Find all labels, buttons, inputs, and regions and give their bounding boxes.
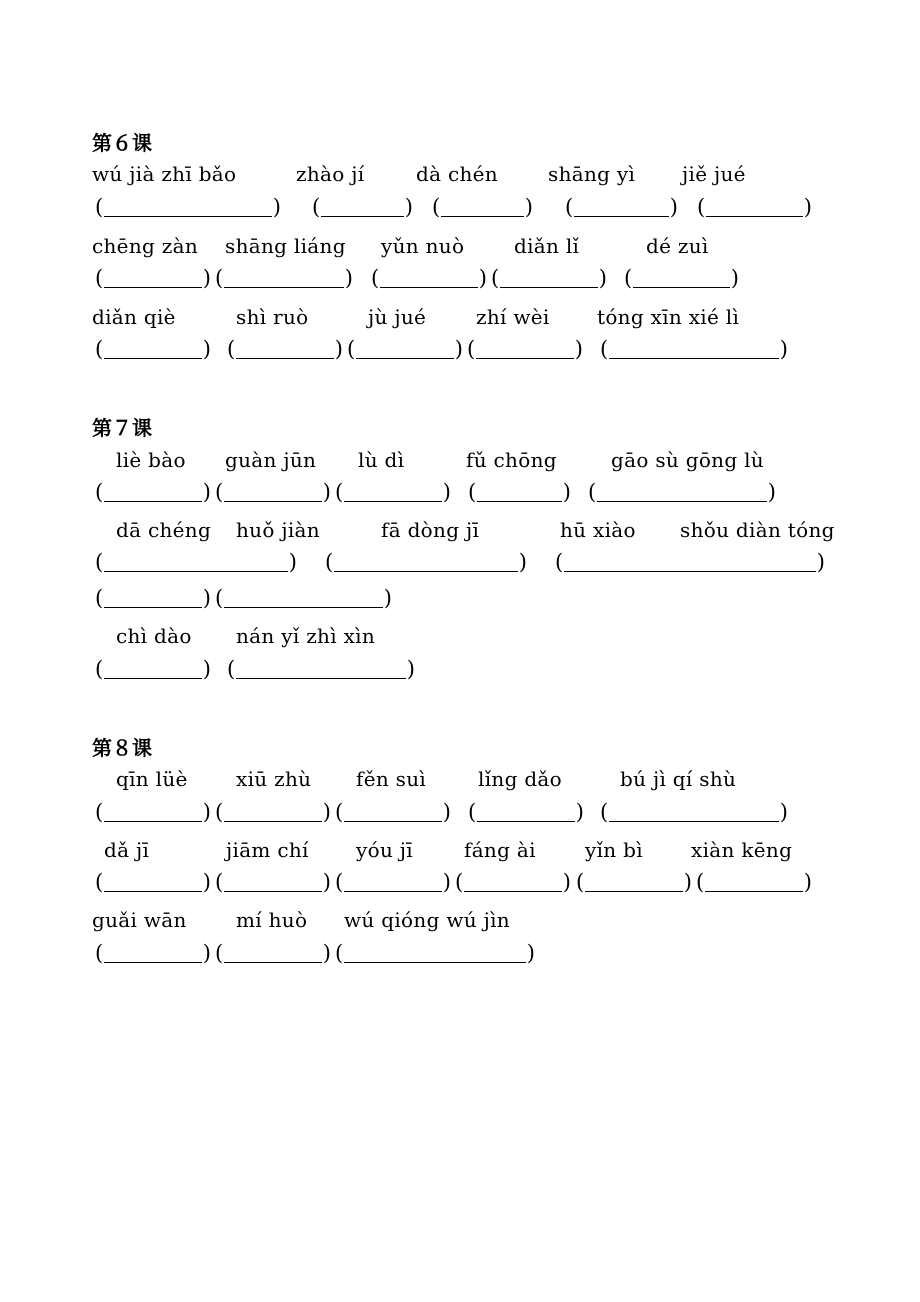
pinyin-word: fáng ài <box>464 838 536 862</box>
answer-blank[interactable]: ( ) <box>432 195 533 219</box>
pinyin-word: shǒu diàn tóng <box>680 518 835 542</box>
pinyin-word: dǎ jī <box>104 838 150 862</box>
pinyin-word: shāng yì <box>548 162 636 186</box>
answer-blank[interactable]: ( ) <box>335 480 451 504</box>
answer-blank[interactable]: ( ) <box>467 337 583 361</box>
answer-blank[interactable]: ( ) <box>696 870 812 894</box>
pinyin-word: tóng xīn xié lì <box>597 305 740 329</box>
answer-blank[interactable]: ( ) <box>325 550 527 574</box>
pinyin-word: jiām chí <box>226 838 309 862</box>
pinyin-word: lù dì <box>358 448 405 472</box>
answer-blank[interactable]: ( ) <box>95 800 211 824</box>
pinyin-word: diǎn lǐ <box>514 234 580 258</box>
answer-blank[interactable]: ( ) <box>215 480 331 504</box>
pinyin-word: nán yǐ zhì xìn <box>236 624 376 648</box>
answer-blank[interactable]: ( ) <box>215 586 392 610</box>
pinyin-word: fěn suì <box>356 767 427 791</box>
pinyin-word: jiě jué <box>682 162 746 186</box>
pinyin-word: yǔn nuò <box>381 234 465 258</box>
lesson-title: 第８课 <box>92 736 152 760</box>
pinyin-word: mí huò <box>236 908 308 932</box>
answer-blank[interactable]: ( ) <box>312 195 413 219</box>
pinyin-word: chì dào <box>116 624 192 648</box>
answer-blank[interactable]: ( ) <box>227 657 415 681</box>
answer-blank[interactable]: ( ) <box>624 266 739 290</box>
pinyin-word: lǐng dǎo <box>478 767 563 791</box>
pinyin-word: shāng liáng <box>225 234 346 258</box>
answer-blank[interactable]: ( ) <box>335 941 535 965</box>
answer-blank[interactable]: ( ) <box>335 800 451 824</box>
answer-blank[interactable]: ( ) <box>95 870 211 894</box>
pinyin-word: fā dòng jī <box>381 518 480 542</box>
answer-blank[interactable]: ( ) <box>697 195 812 219</box>
answer-blank[interactable]: ( ) <box>576 870 692 894</box>
pinyin-word: bú jì qí shù <box>620 767 737 791</box>
pinyin-word: yóu jī <box>356 838 413 862</box>
pinyin-word: hū xiào <box>560 518 636 542</box>
pinyin-word: diǎn qiè <box>92 305 176 329</box>
pinyin-word: jù jué <box>368 305 427 329</box>
answer-blank[interactable]: ( ) <box>95 266 211 290</box>
answer-blank[interactable]: ( ) <box>588 480 776 504</box>
pinyin-word: wú qióng wú jìn <box>344 908 510 932</box>
answer-blank[interactable]: ( ) <box>455 870 571 894</box>
pinyin-word: shì ruò <box>236 305 309 329</box>
pinyin-word: dé zuì <box>646 234 709 258</box>
answer-blank[interactable]: ( ) <box>95 586 211 610</box>
pinyin-word: guàn jūn <box>225 448 317 472</box>
answer-blank[interactable]: ( ) <box>215 266 353 290</box>
answer-blank[interactable]: ( ) <box>95 657 211 681</box>
answer-blank[interactable]: ( ) <box>95 195 281 219</box>
answer-blank[interactable]: ( ) <box>491 266 607 290</box>
answer-blank[interactable]: ( ) <box>468 480 571 504</box>
pinyin-word: wú jià zhī bǎo <box>92 162 237 186</box>
answer-blank[interactable]: ( ) <box>215 870 331 894</box>
pinyin-word: yǐn bì <box>585 838 643 862</box>
answer-blank[interactable]: ( ) <box>335 870 451 894</box>
lesson-title: 第６课 <box>92 131 152 155</box>
answer-blank[interactable]: ( ) <box>95 941 211 965</box>
pinyin-word: fǔ chōng <box>466 448 557 472</box>
pinyin-word: liè bào <box>116 448 186 472</box>
pinyin-word: zhào jí <box>296 162 365 186</box>
pinyin-word: chēng zàn <box>92 234 199 258</box>
answer-blank[interactable]: ( ) <box>600 337 788 361</box>
answer-blank[interactable]: ( ) <box>215 941 331 965</box>
answer-blank[interactable]: ( ) <box>215 800 331 824</box>
pinyin-word: huǒ jiàn <box>236 518 320 542</box>
answer-blank[interactable]: ( ) <box>227 337 343 361</box>
pinyin-word: xiàn kēng <box>691 838 793 862</box>
answer-blank[interactable]: ( ) <box>371 266 487 290</box>
pinyin-word: dā chéng <box>116 518 212 542</box>
answer-blank[interactable]: ( ) <box>95 550 297 574</box>
lesson-title: 第７课 <box>92 416 152 440</box>
answer-blank[interactable]: ( ) <box>95 337 211 361</box>
pinyin-word: xiū zhù <box>236 767 312 791</box>
pinyin-word: dà chén <box>416 162 498 186</box>
answer-blank[interactable]: ( ) <box>555 550 825 574</box>
answer-blank[interactable]: ( ) <box>468 800 584 824</box>
pinyin-word: qīn lüè <box>116 767 188 791</box>
pinyin-word: gāo sù gōng lù <box>611 448 764 472</box>
answer-blank[interactable]: ( ) <box>565 195 678 219</box>
answer-blank[interactable]: ( ) <box>600 800 788 824</box>
answer-blank[interactable]: ( ) <box>95 480 211 504</box>
answer-blank[interactable]: ( ) <box>347 337 463 361</box>
pinyin-word: zhí wèi <box>476 305 550 329</box>
pinyin-word: guǎi wān <box>92 908 187 932</box>
